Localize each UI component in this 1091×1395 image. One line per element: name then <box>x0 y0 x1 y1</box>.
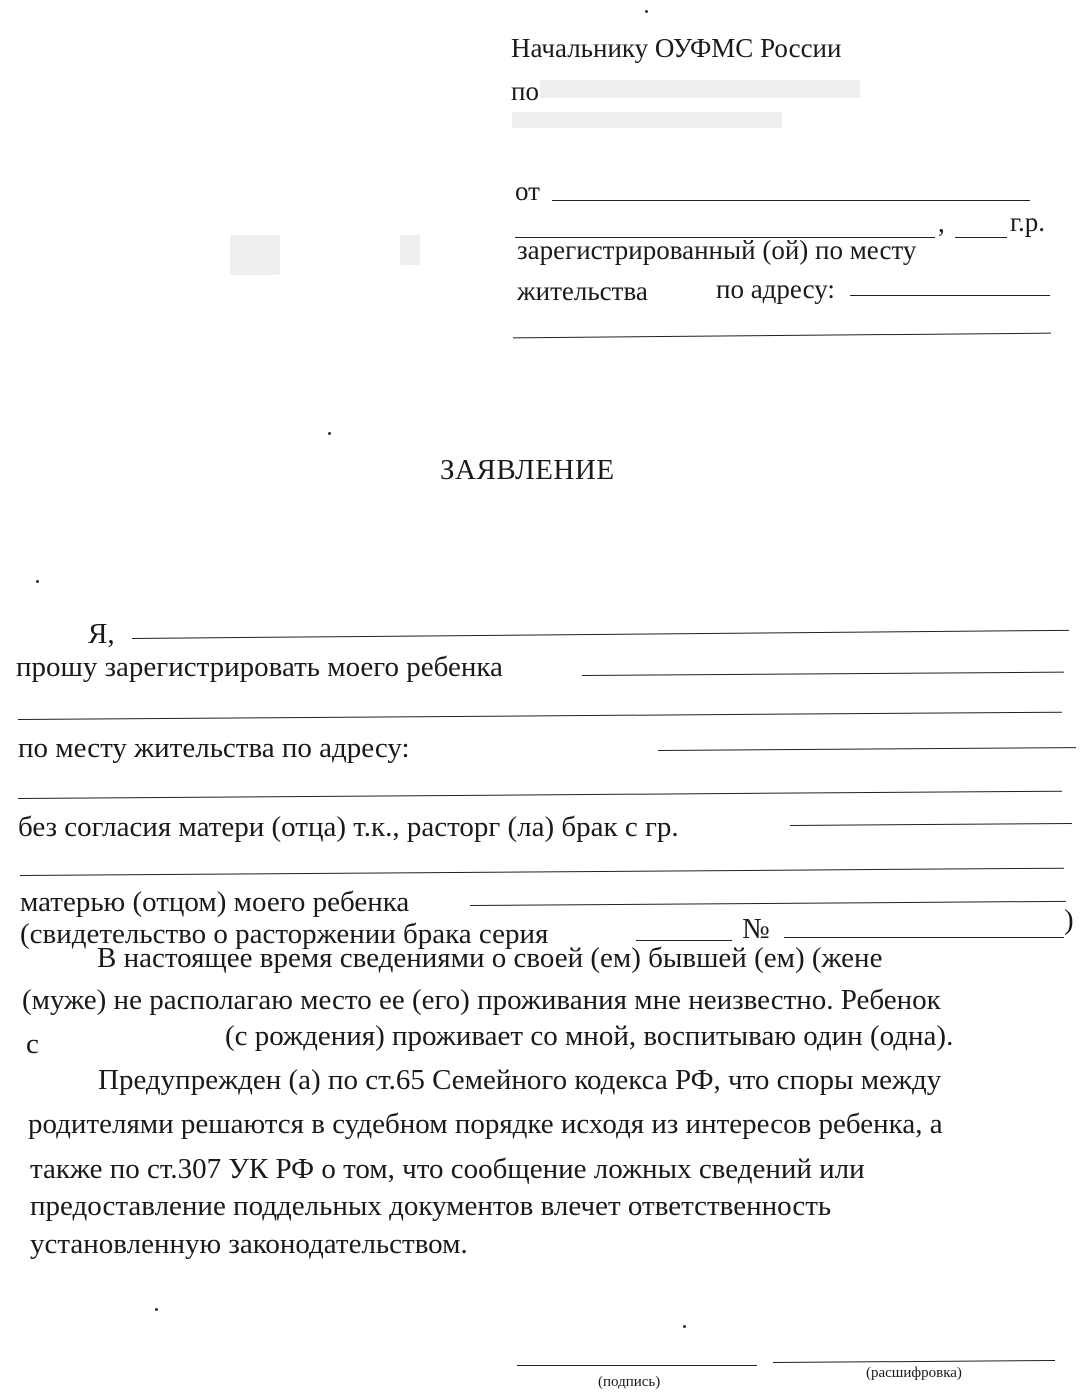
scan-smudge <box>400 235 420 265</box>
child-name-field-continued[interactable] <box>18 712 1062 720</box>
child-label: прошу зарегистрировать моего ребенка <box>16 651 503 683</box>
scan-speck <box>36 580 39 583</box>
scan-speck <box>328 432 331 435</box>
paragraph-2-line-2: (муже) не располагаю место ее (его) проживания мне неизвестно. Ребенок <box>22 984 941 1016</box>
applicant-name-field[interactable] <box>132 630 1069 639</box>
registered-label-2: жительства <box>517 276 648 306</box>
relation-field[interactable] <box>470 901 1066 906</box>
paragraph-3-line-3: также по ст.307 УК РФ о том, что сообщение ложных сведений или <box>30 1153 865 1185</box>
registered-label-1: зарегистрированный (ой) по месту <box>517 235 917 265</box>
comma: , <box>938 208 945 238</box>
certificate-number-field[interactable] <box>784 937 1064 938</box>
address-field[interactable] <box>850 295 1050 296</box>
paragraph-2-line-3-start: с <box>26 1028 39 1060</box>
from-name-field[interactable] <box>552 200 1030 201</box>
paragraph-3-line-4: предоставление поддельных документов влечет ответственность <box>30 1190 832 1222</box>
certificate-label: (свидетельство о расторжении брака серия <box>20 918 549 950</box>
scan-smudge <box>230 235 280 275</box>
addressee-line: Начальнику ОУФМС России <box>511 33 842 63</box>
child-name-field[interactable] <box>582 672 1064 676</box>
birth-year-suffix: г.р. <box>1010 207 1046 237</box>
certificate-series-field[interactable] <box>636 940 732 941</box>
applicant-label: Я, <box>88 618 115 650</box>
certificate-close-paren: ) <box>1064 904 1074 936</box>
paragraph-3-line-1: Предупрежден (а) по ст.65 Семейного кодекса РФ, что споры между <box>98 1064 942 1096</box>
residence-address-field-continued[interactable] <box>18 791 1062 799</box>
scan-speck <box>155 1308 158 1311</box>
consent-label: без согласия матери (отца) т.к., расторг (ла) брак с гр. <box>18 811 679 843</box>
addressee-region-prefix: по <box>511 76 539 106</box>
paragraph-2-line-3: (с рождения) проживает со мной, воспитываю один (одна). <box>225 1020 954 1052</box>
address-label: по месту жительства по адресу: <box>18 732 410 764</box>
ex-spouse-name-field[interactable] <box>790 823 1072 826</box>
document-title: ЗАЯВЛЕНИЕ <box>440 454 615 486</box>
paragraph-3-line-5: установленную законодательством. <box>30 1228 468 1260</box>
residence-address-field[interactable] <box>658 747 1076 751</box>
redaction-smudge <box>540 80 860 98</box>
scan-speck <box>683 1325 686 1328</box>
paragraph-2-line-1: В настоящее время сведениями о своей (ем) бывшей (ем) (жене <box>97 942 883 974</box>
ex-spouse-name-field-continued[interactable] <box>20 868 1064 876</box>
paragraph-3-line-2: родителями решаются в судебном порядке исходя из интересов ребенка, а <box>28 1108 943 1140</box>
registered-label-3: по адресу: <box>716 274 835 304</box>
certificate-number-label: № <box>742 913 770 945</box>
redaction-smudge <box>512 112 782 128</box>
signature-decode-label: (расшифровка) <box>866 1365 962 1381</box>
from-label: от <box>515 176 540 206</box>
signature-field[interactable] <box>517 1365 757 1366</box>
mother-label: матерью (отцом) моего ребенка <box>20 886 410 918</box>
scan-speck <box>645 10 648 13</box>
signature-label: (подпись) <box>598 1374 661 1390</box>
signature-decode-field[interactable] <box>773 1360 1055 1363</box>
address-field-continued[interactable] <box>513 333 1051 339</box>
birth-year-field[interactable] <box>955 237 1007 238</box>
